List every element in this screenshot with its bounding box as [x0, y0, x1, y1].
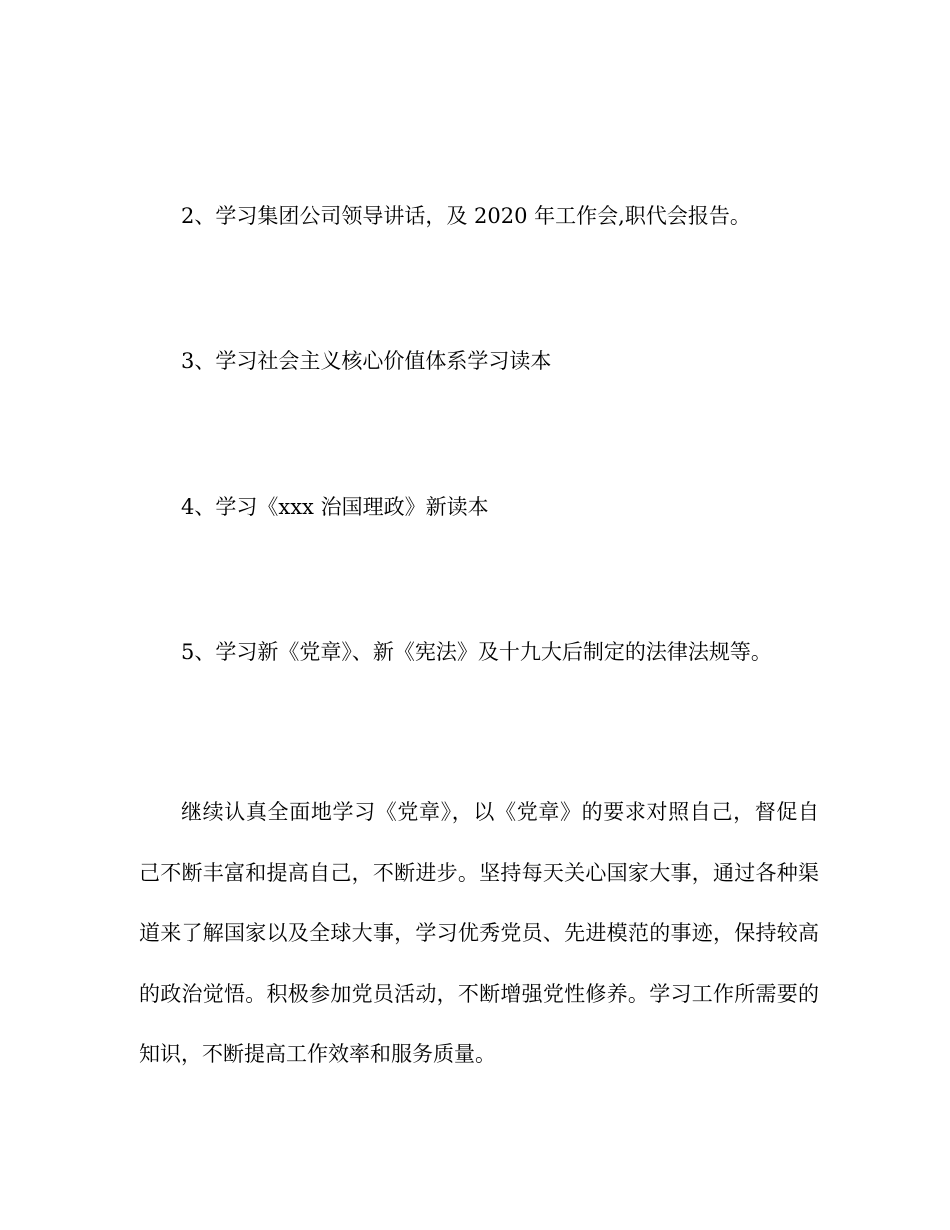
study-item-3: 3、学习社会主义核心价值体系学习读本 — [181, 349, 552, 373]
body-paragraph: 继续认真全面地学习《党章》，以《党章》的要求对照自己，督促自己不断丰富和提高自己，不断进步。坚持每天关心国家大事，通过各种渠道来了解国家以及全球大事，学习优秀党员、先进模范的事迹，保持较高的政治觉悟。积极参加党员活动，不断增强党性修养。学习工作所需要的知识，不断提高工作效率和服务质量。 — [139, 800, 819, 1066]
study-item-4: 4、学习《xxx 治国理政》新读本 — [181, 495, 489, 519]
study-item-2: 2、学习集团公司领导讲话，及 2020 年工作会,职代会报告。 — [181, 204, 751, 228]
study-item-5: 5、学习新《党章》、新《宪法》及十九大后制定的法律法规等。 — [181, 640, 772, 664]
